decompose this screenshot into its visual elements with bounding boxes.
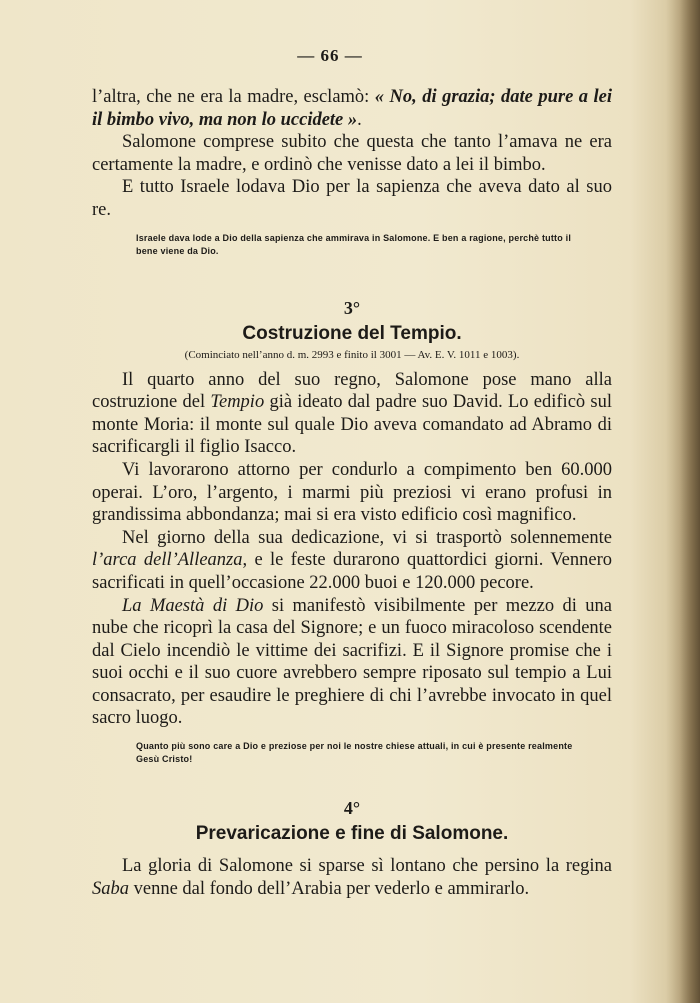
intro-paragraph-3: E tutto Israele lodava Dio per la sapienza che aveva dato al suo re.	[92, 177, 612, 220]
s3-p4-text-b: si manifestò visibilmente per mezzo di una nube che ricoprì la casa del Signore; e un fuoco miracoloso scendente dal Cielo incendiò le vittime dei sacrifizi. E il Signore promise che i suoi occhi e il suo cuore avrebbero sempre riposato sul tempio a Lui consacrato, per esaudire le preghiere di chi l’avrebbe invocato in quel sacro luogo.	[92, 595, 613, 729]
s3-p3-italic: l’arca dell’Alleanza	[92, 550, 243, 571]
s4-p1-italic: Saba	[92, 878, 129, 899]
section-3-paragraph-1	[92, 369, 612, 459]
s3-p4-italic: La Maestà di Dio	[122, 595, 264, 616]
s3-p1-text-b: già ideato dal padre suo David. Lo edificò sul monte Moria: il monte sul quale Dio aveva comandato ad Abramo di sacrificargli il figlio Isacco.	[92, 392, 613, 458]
section-3-paragraph-3	[92, 527, 612, 595]
section-3-subtitle: (Cominciato nell’anno d. m. 2993 e finito il 3001 — Av. E. V. 1011 e 1003).	[184, 348, 520, 361]
intro-paragraph-1	[92, 86, 612, 131]
section-3-paragraph-4	[92, 595, 612, 731]
section-3-paragraph-2: Vi lavorarono attorno per condurlo a compimento ben 60.000 operai. L’oro, l’argento, i marmi più preziosi vi erano profusi in grandissima abbondanza; mai si era visto edificio così magnifico.	[92, 459, 612, 526]
intro-paragraph-2: Salomone comprese subito che questa che tanto l’amava ne era certamente la madre, e ordinò che venisse dato a lei il bimbo.	[92, 132, 612, 175]
section-3-title: Costruzione del Tempio.	[242, 322, 462, 344]
s4-p1-text-a: La gloria di Salomone si sparse sì lontano che persino la regina	[122, 856, 612, 877]
section-4-paragraph-1	[92, 855, 612, 900]
page-number: — 66 —	[297, 46, 363, 65]
section-3-note: Quanto più sono care a Dio e preziose per noi le nostre chiese attuali, in cui è presente realmente Gesù Cristo!	[136, 741, 573, 765]
s3-p3-text-a: Nel giorno della sua dedicazione, vi si trasportò solennemente	[122, 527, 612, 548]
s4-p1-text-b: venne dal fondo dell’Arabia per vederlo e ammirarlo.	[129, 878, 530, 899]
section-4-number: 4°	[343, 798, 361, 819]
s3-p1-italic: Tempio	[210, 392, 265, 413]
s3-p3-text-b: , e le feste durarono quattordici giorni. Vennero sacrificati in quell’occasione 22.000 buoi e 120.000 pecore.	[92, 550, 612, 593]
section-3-number: 3°	[343, 297, 361, 318]
page-binding-shadow	[666, 0, 700, 1003]
s3-p1-text-a: Il quarto anno del suo regno, Salomone pose mano alla costruzione del	[92, 369, 612, 413]
intro-p1-start: l’altra, che ne era la madre, esclamò:	[92, 87, 375, 107]
intro-note: Israele dava lode a Dio della sapienza che ammirava in Salomone. E ben a ragione, perchè tutto il bene viene da Dio.	[136, 232, 572, 256]
section-4-title: Prevaricazione e fine di Salomone.	[195, 823, 509, 845]
mother-quote: « No, di grazia; date pure a lei il bimbo vivo, ma non lo uccidete »	[92, 87, 612, 130]
page-content	[92, 86, 612, 900]
intro-p1-end: .	[357, 109, 362, 130]
